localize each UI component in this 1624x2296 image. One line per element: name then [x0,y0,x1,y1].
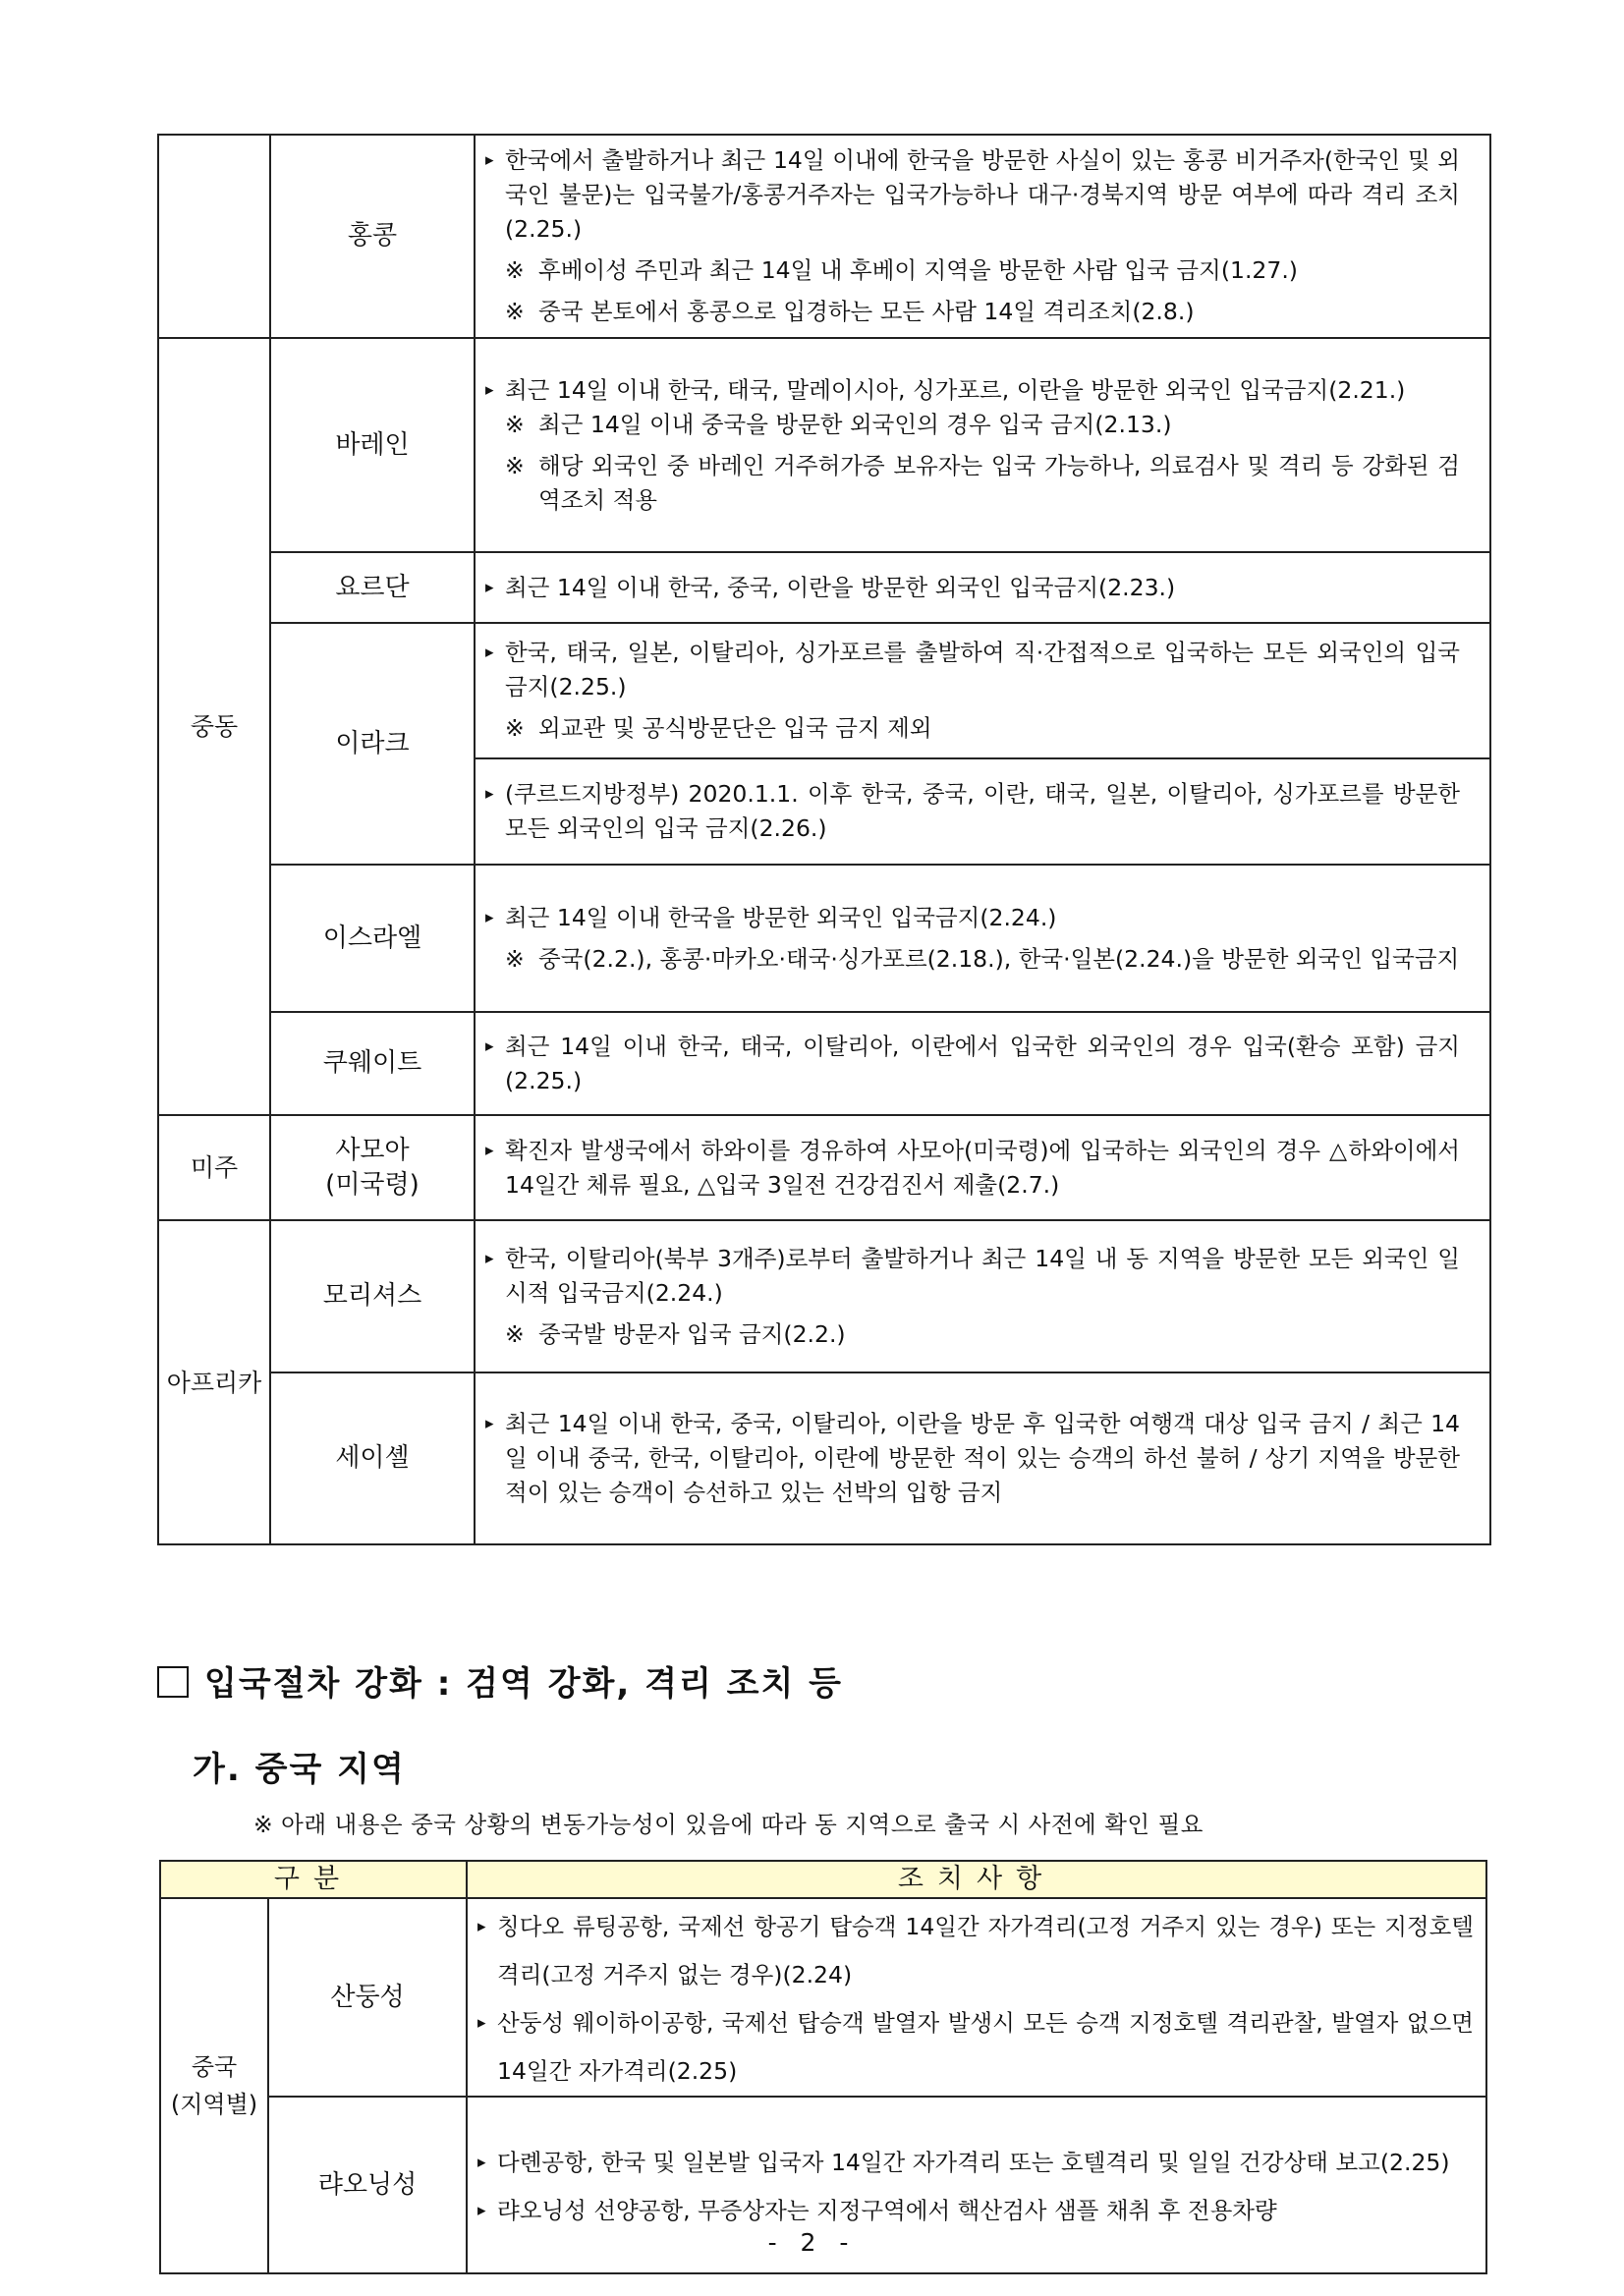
table-row [158,1012,1490,1115]
table-row [158,865,1490,1012]
bullet-text: ▸ 랴오닝성 선양공항, 무증상자는 지정구역에서 핵산검사 샘플 채취 후 전용차량 [477,2187,1474,2235]
details-cell [467,1898,1486,2097]
table-row [158,338,1490,552]
table-row [158,135,1490,338]
table-header-row [160,1861,1486,1898]
country-cell: 사모아 (미국령) [270,1115,475,1220]
country-cell: 이라크 [270,623,475,865]
table-row [158,1220,1490,1372]
details-cell [475,1220,1490,1372]
region-cell: 중국 (지역별) [160,1898,268,2273]
note-text: ※ 중국(2.2.), 홍콩·마카오·태국·싱가포르(2.18.), 한국·일본(2.24.)을 방문한 외국인 입국금지 [505,944,1460,973]
details-cell [475,758,1490,865]
bullet-text: ▸ 최근 14일 이내 한국, 중국, 이란을 방문한 외국인 입국금지(2.23.) [485,571,1460,605]
bullet-text: ▸ 확진자 발생국에서 하와이를 경유하여 사모아(미국령)에 입국하는 외국인의 경우 △하와이에서 14일간 체류 필요, △입국 3일전 건강검진서 제출(2.7.) [485,1134,1460,1203]
country-cell: 세이셸 [270,1372,475,1544]
country-cell: 쿠웨이트 [270,1012,475,1115]
country-cell: 산둥성 [268,1898,467,2097]
bullet-text: ▸ 한국, 이탈리아(북부 3개주)로부터 출발하거나 최근 14일 내 동 지역을 방문한 모든 외국인 일시적 입국금지(2.24.) [485,1242,1460,1311]
details-cell [475,623,1490,758]
table-row [158,552,1490,623]
entry-restrictions-table [157,134,1491,1545]
country-cell: 홍콩 [270,135,475,338]
details-cell [475,1115,1490,1220]
table-row [158,623,1490,758]
region-cell: 중동 [158,338,270,1115]
bullet-text: ▸ 최근 14일 이내 한국, 태국, 말레이시아, 싱가포르, 이란을 방문한 외국인 입국금지(2.21.) [485,373,1460,408]
details-cell [475,552,1490,623]
sub-heading: 가. 중국 지역 [193,1750,406,1789]
table-row [158,1372,1490,1544]
note-mark: ※ [505,256,525,284]
table-row [160,1898,1486,2097]
bullet-text: ▸ 최근 14일 이내 한국을 방문한 외국인 입국금지(2.24.) [485,901,1460,935]
country-cell: 바레인 [270,338,475,552]
details-cell [475,1372,1490,1544]
section-heading: 입국절차 강화 : 검역 강화, 격리 조치 등 [157,1656,843,1705]
page-number: - 2 - [767,2228,857,2257]
region-cell: 아프리카 [158,1220,270,1544]
remark-text: ※ 아래 내용은 중국 상황의 변동가능성이 있음에 따라 동 지역으로 출국 시 사전에 확인 필요 [253,1811,1204,1838]
details-cell [475,1012,1490,1115]
country-cell: 요르단 [270,552,475,623]
region-cell-empty [158,135,270,338]
note-text: ※ 외교관 및 공식방문단은 입국 금지 제외 [505,714,932,742]
table-row [158,1115,1490,1220]
bullet-text: ▸ 다롄공항, 한국 및 일본발 입국자 14일간 자가격리 또는 호텔격리 및 일일 건강상태 보고(2.25) [477,2139,1474,2187]
bullet-text: ▸ 최근 14일 이내 한국, 태국, 이탈리아, 이란에서 입국한 외국인의 경우 입국(환승 포함) 금지(2.25.) [485,1030,1460,1098]
details-cell [475,135,1490,338]
bullet-text: ▸ 한국, 태국, 일본, 이탈리아, 싱가포르를 출발하여 직·간접적으로 입국하는 모든 외국인의 입국 금지(2.25.) [485,636,1460,704]
region-cell: 미주 [158,1115,270,1220]
details-cell [475,338,1490,552]
header-measures: 조치사항 [467,1861,1486,1898]
bullet-text: ▸ 칭다오 류팅공항, 국제선 항공기 탑승객 14일간 자가격리(고정 거주지 있는 경우) 또는 지정호텔 격리(고정 거주지 없는 경우)(2.24) [477,1903,1474,1999]
bullet-text: ▸ 최근 14일 이내 한국, 중국, 이탈리아, 이란을 방문 후 입국한 여행객 대상 입국 금지 / 최근 14일 이내 중국, 한국, 이탈리아, 이란에 방문한 적이 있는 승객의 하선 불허 / 상기 지역을 방문한 적이 있는 승객이 승선하고 있는 선박의 입항 금지 [485,1407,1460,1510]
country-cell: 모리셔스 [270,1220,475,1372]
note-text: ※ 해당 외국인 중 바레인 거주허가증 보유자는 입국 가능하나, 의료검사 및 격리 등 강화된 검역조치 적용 [505,451,1460,514]
china-measures-table [159,1860,1487,2274]
header-category: 구분 [160,1861,467,1898]
country-cell: 랴오닝성 [268,2097,467,2273]
note-text: ※ 후베이성 주민과 최근 14일 내 후베이 지역을 방문한 사람 입국 금지(1.27.) [485,253,1460,288]
note-text: ※ 중국 본토에서 홍콩으로 입경하는 모든 사람 14일 격리조치(2.8.) [505,298,1195,325]
country-cell: 이스라엘 [270,865,475,1012]
details-cell [475,865,1490,1012]
note-text: ※ 최근 14일 이내 중국을 방문한 외국인의 경우 입국 금지(2.13.) [505,410,1172,438]
bullet-text: ▸ 산둥성 웨이하이공항, 국제선 탑승객 발열자 발생시 모든 승객 지정호텔 격리관찰, 발열자 없으면 14일간 자가격리(2.25) [477,1999,1474,2096]
note-text: ※ 중국발 방문자 입국 금지(2.2.) [505,1319,846,1348]
checkbox-square-icon [157,1666,189,1698]
bullet-text: ▸ (쿠르드지방정부) 2020.1.1. 이후 한국, 중국, 이란, 태국, 일본, 이탈리아, 싱가포르를 방문한 모든 외국인의 입국 금지(2.26.) [485,777,1460,846]
bullet-text: ▸ 한국에서 출발하거나 최근 14일 이내에 한국을 방문한 사실이 있는 홍콩 비거주자(한국인 및 외국인 불문)는 입국불가/홍콩거주자는 입국가능하나 대구·경북지역 방문 여부에 따라 격리 조치(2.25.) [485,143,1460,247]
